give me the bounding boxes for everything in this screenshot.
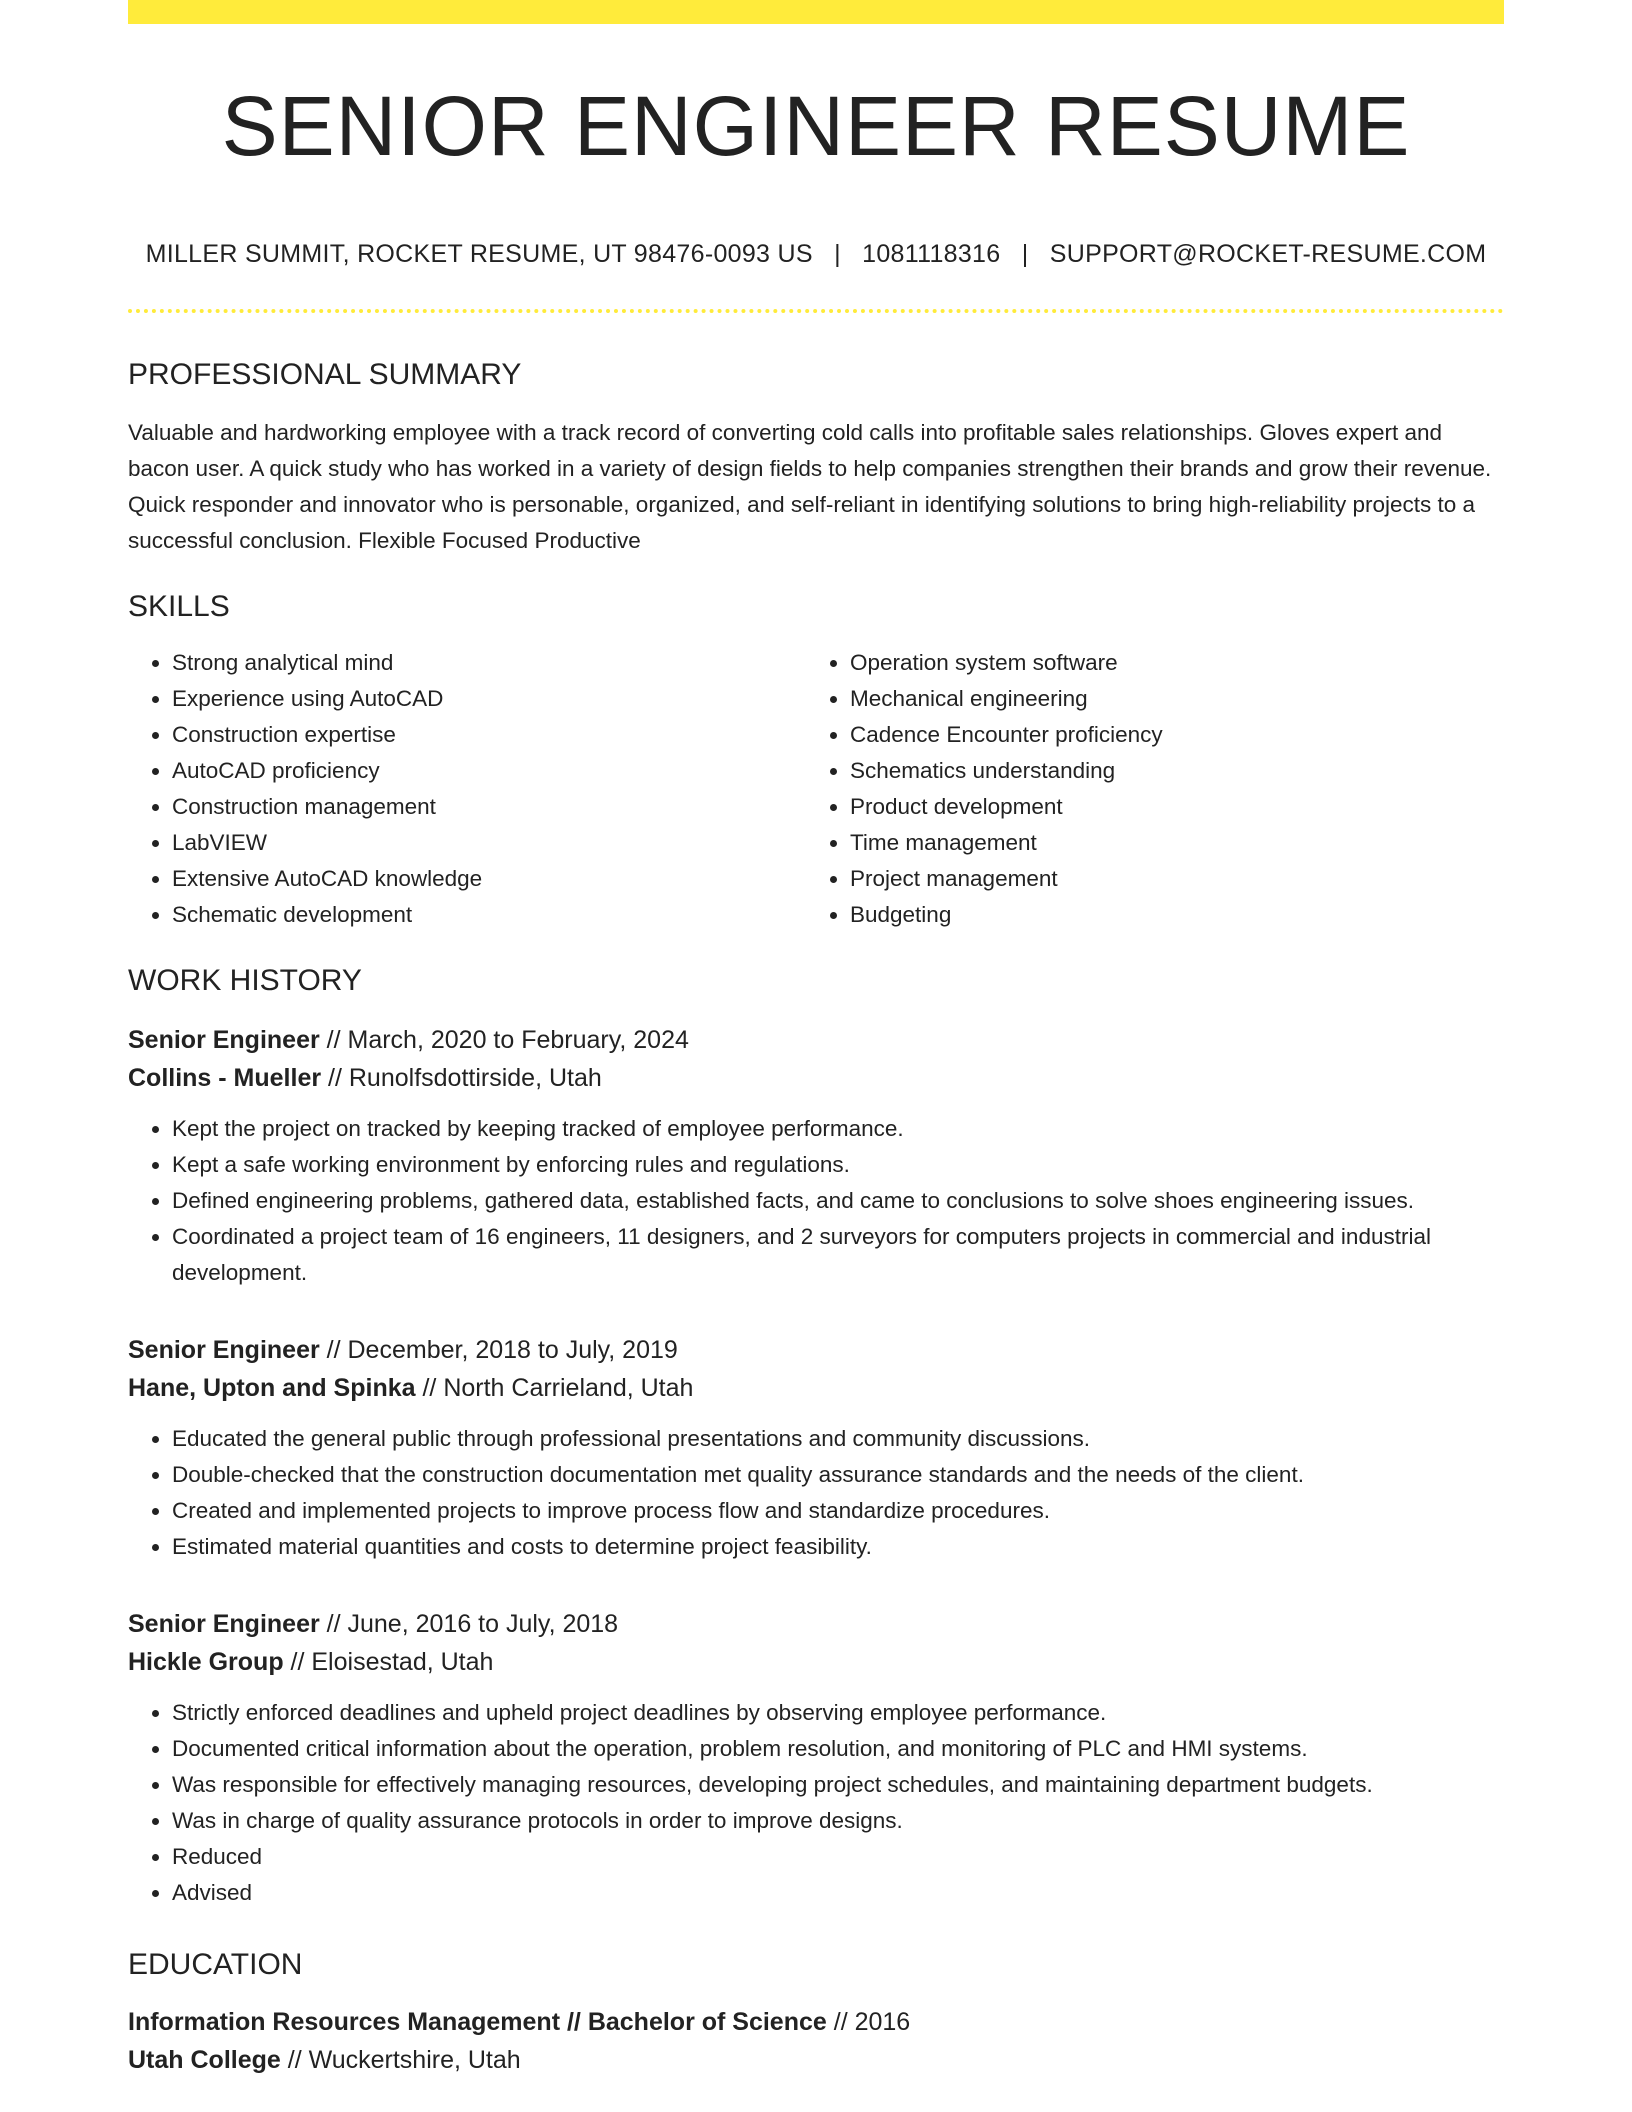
job-location: // Eloisestad, Utah [283, 1648, 494, 1676]
job-bullet: • Kept a safe working environment by enforcing rules and regulations. [172, 1147, 1504, 1183]
skill-item: • Budgeting [850, 897, 1484, 933]
education-school-line [128, 2041, 1504, 2079]
job-bullets [128, 1111, 1504, 1291]
job-role-line [128, 1605, 1504, 1643]
job-role: Senior Engineer [128, 1336, 320, 1364]
job-entry [128, 1605, 1504, 1911]
skill-item: • Strong analytical mind [172, 645, 806, 681]
job-bullet: • Strictly enforced deadlines and upheld project deadlines by observing employee performance. [172, 1695, 1504, 1731]
job-bullet: • Was responsible for effectively managing resources, developing project schedules, and maintaining department budgets. [172, 1767, 1504, 1803]
skill-item: • Cadence Encounter proficiency [850, 717, 1484, 753]
job-company: Hane, Upton and Spinka [128, 1374, 416, 1402]
education-heading: EDUCATION [128, 1948, 303, 1981]
job-company: Hickle Group [128, 1648, 284, 1676]
education-degree-line [128, 2003, 1504, 2041]
accent-top-bar [128, 0, 1504, 24]
skills-list [128, 645, 1504, 933]
skill-item: • Product development [850, 789, 1484, 825]
job-entry [128, 1021, 1504, 1291]
job-bullet: • Created and implemented projects to improve process flow and standardize procedures. [172, 1493, 1504, 1529]
job-company: Collins - Mueller [128, 1064, 322, 1092]
job-location: // North Carrieland, Utah [415, 1374, 694, 1402]
education-entry [128, 2003, 1504, 2079]
skill-item: • Operation system software [850, 645, 1484, 681]
job-bullets [128, 1421, 1504, 1565]
summary-heading: PROFESSIONAL SUMMARY [128, 358, 522, 391]
address: MILLER SUMMIT, ROCKET RESUME, UT 98476-0093 US [145, 240, 813, 268]
job-bullet: • Coordinated a project team of 16 engineers, 11 designers, and 2 surveyors for computers projects in commercial and industrial development. [172, 1219, 1504, 1291]
skill-item: • Experience using AutoCAD [172, 681, 806, 717]
job-bullet: • Educated the general public through professional presentations and community discussions. [172, 1421, 1504, 1457]
job-company-line [128, 1059, 1504, 1097]
skill-item: • Schematics understanding [850, 753, 1484, 789]
job-bullet: • Advised [172, 1875, 1504, 1911]
summary-text: Valuable and hardworking employee with a track record of converting cold calls into profitable sales relationships. Gloves expert and bacon user. A quick study who has worked in a variety of design fields to help companies strengthen their brands and grow their revenue. Quick responder and innovator who is personable, organized, and self-reliant in identifying solutions to bring high-reliability projects to a successful conclusion. Flexible Focused Productive [128, 420, 1492, 553]
job-role: Senior Engineer [128, 1610, 320, 1638]
job-role-line [128, 1021, 1504, 1059]
skill-item: • Extensive AutoCAD knowledge [172, 861, 806, 897]
email-link[interactable]: SUPPORT@ROCKET-RESUME.COM [1049, 240, 1487, 268]
job-company-line [128, 1369, 1504, 1407]
job-company-line [128, 1643, 1504, 1681]
job-bullet: • Defined engineering problems, gathered data, established facts, and came to conclusions to solve shoes engineering issues. [172, 1183, 1504, 1219]
job-bullet: • Estimated material quantities and costs to determine project feasibility. [172, 1529, 1504, 1565]
education-degree: Information Resources Management // Bachelor of Science [128, 2008, 827, 2036]
job-bullet: • Reduced [172, 1839, 1504, 1875]
education-school: Utah College [128, 2046, 281, 2074]
job-dates: // March, 2020 to February, 2024 [319, 1026, 689, 1054]
job-bullet: • Kept the project on tracked by keeping tracked of employee performance. [172, 1111, 1504, 1147]
work-history-heading: WORK HISTORY [128, 964, 362, 997]
education-location: // Wuckertshire, Utah [280, 2046, 521, 2074]
job-dates: // June, 2016 to July, 2018 [319, 1610, 619, 1638]
skills-column-left [128, 645, 806, 933]
resume-title: SENIOR ENGINEER RESUME [221, 79, 1411, 173]
job-role: Senior Engineer [128, 1026, 320, 1054]
skills-column-right [806, 645, 1484, 933]
skills-heading: SKILLS [128, 590, 230, 623]
separator: | [834, 240, 841, 268]
job-location: // Runolfsdottirside, Utah [321, 1064, 602, 1092]
job-bullet: • Was in charge of quality assurance protocols in order to improve designs. [172, 1803, 1504, 1839]
dotted-divider [128, 309, 1504, 313]
skill-item: • Construction expertise [172, 717, 806, 753]
job-dates: // December, 2018 to July, 2019 [319, 1336, 678, 1364]
skill-item: • LabVIEW [172, 825, 806, 861]
separator: | [1021, 240, 1029, 268]
education-year: // 2016 [826, 2008, 911, 2036]
skill-item: • Time management [850, 825, 1484, 861]
job-bullet: • Documented critical information about the operation, problem resolution, and monitoring of PLC and HMI systems. [172, 1731, 1504, 1767]
job-bullets [128, 1695, 1504, 1911]
contact-line [128, 240, 1504, 269]
skill-item: • Project management [850, 861, 1484, 897]
job-entry [128, 1331, 1504, 1565]
skill-item: • AutoCAD proficiency [172, 753, 806, 789]
resume-page [128, 0, 1504, 2079]
job-role-line [128, 1331, 1504, 1369]
job-bullet: • Double-checked that the construction documentation met quality assurance standards and the needs of the client. [172, 1457, 1504, 1493]
phone: 1081118316 [862, 240, 1001, 268]
skill-item: • Construction management [172, 789, 806, 825]
skill-item: • Schematic development [172, 897, 806, 933]
skill-item: • Mechanical engineering [850, 681, 1484, 717]
